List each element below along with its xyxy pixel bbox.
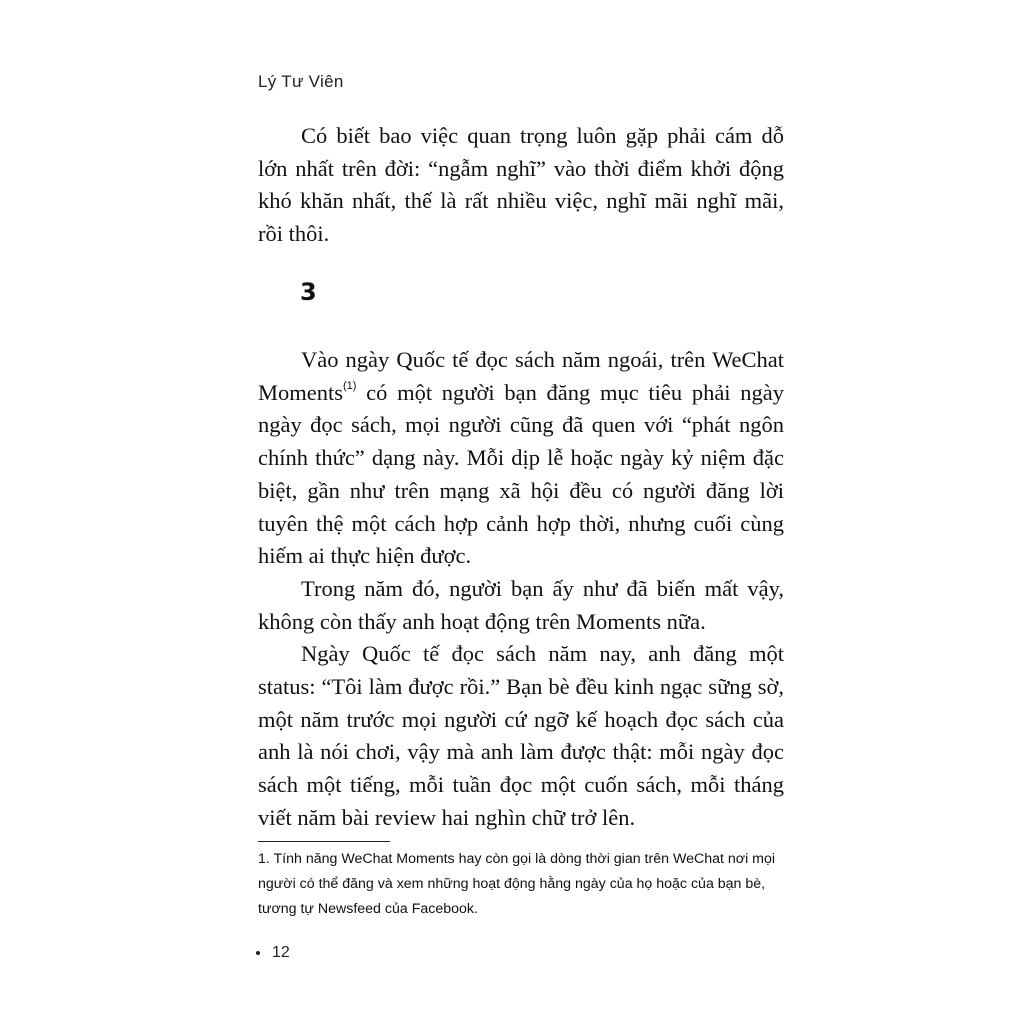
- paragraph: [258, 344, 784, 573]
- footnote: 1. Tính năng WeChat Moments hay còn gọi là dòng thời gian trên WeChat nơi mọi người có thể đăng và xem những hoạt động hằng ngày của họ hoặc của bạn bè, tương tự Newsfeed của Facebook.: [258, 851, 776, 917]
- bullet-icon: [256, 951, 260, 955]
- footnote-marker: (1): [343, 379, 357, 392]
- page-number-value: 12: [272, 944, 290, 961]
- text-block-section: [258, 344, 784, 835]
- paragraph: Trong năm đó, người bạn ấy như đã biến mất vậy, không còn thấy anh hoạt động trên Moments nữa.: [258, 575, 784, 634]
- page-number: [256, 944, 290, 962]
- text-block-intro: [258, 120, 784, 251]
- paragraph-text: có một người bạn đăng mục tiêu phải ngày ngày đọc sách, mọi người cũng đã quen với “phát ngôn chính thức” dạng này. Mỗi dịp lễ hoặc ngày kỷ niệm đặc biệt, gần như trên mạng xã hội đều có người đăng lời tuyên thệ một cách hợp cảnh hợp thời, nhưng cuối cùng hiếm ai thực hiện được.: [258, 379, 784, 569]
- footnote-divider: [258, 841, 390, 842]
- running-head: Lý Tư Viên: [258, 72, 344, 91]
- paragraph: Có biết bao việc quan trọng luôn gặp phải cám dỗ lớn nhất trên đời: “ngẫm nghĩ” vào thời điểm khởi động khó khăn nhất, thế là rất nhiều việc, nghĩ mãi nghĩ mãi, rồi thôi.: [258, 123, 784, 247]
- section-number: 3: [300, 278, 317, 306]
- paragraph-text: Vào ngày Quốc tế đọc sách năm ngoái, trên WeChat Moments: [258, 347, 784, 405]
- paragraph: Ngày Quốc tế đọc sách năm nay, anh đăng một status: “Tôi làm được rồi.” Bạn bè đều kinh ngạc sững sờ, một năm trước mọi người cứ ngỡ kế hoạch đọc sách của anh là nói chơi, vậy mà anh làm được thật: mỗi ngày đọc sách một tiếng, mỗi tuần đọc một cuốn sách, mỗi tháng viết năm bài review hai nghìn chữ trở lên.: [258, 641, 784, 830]
